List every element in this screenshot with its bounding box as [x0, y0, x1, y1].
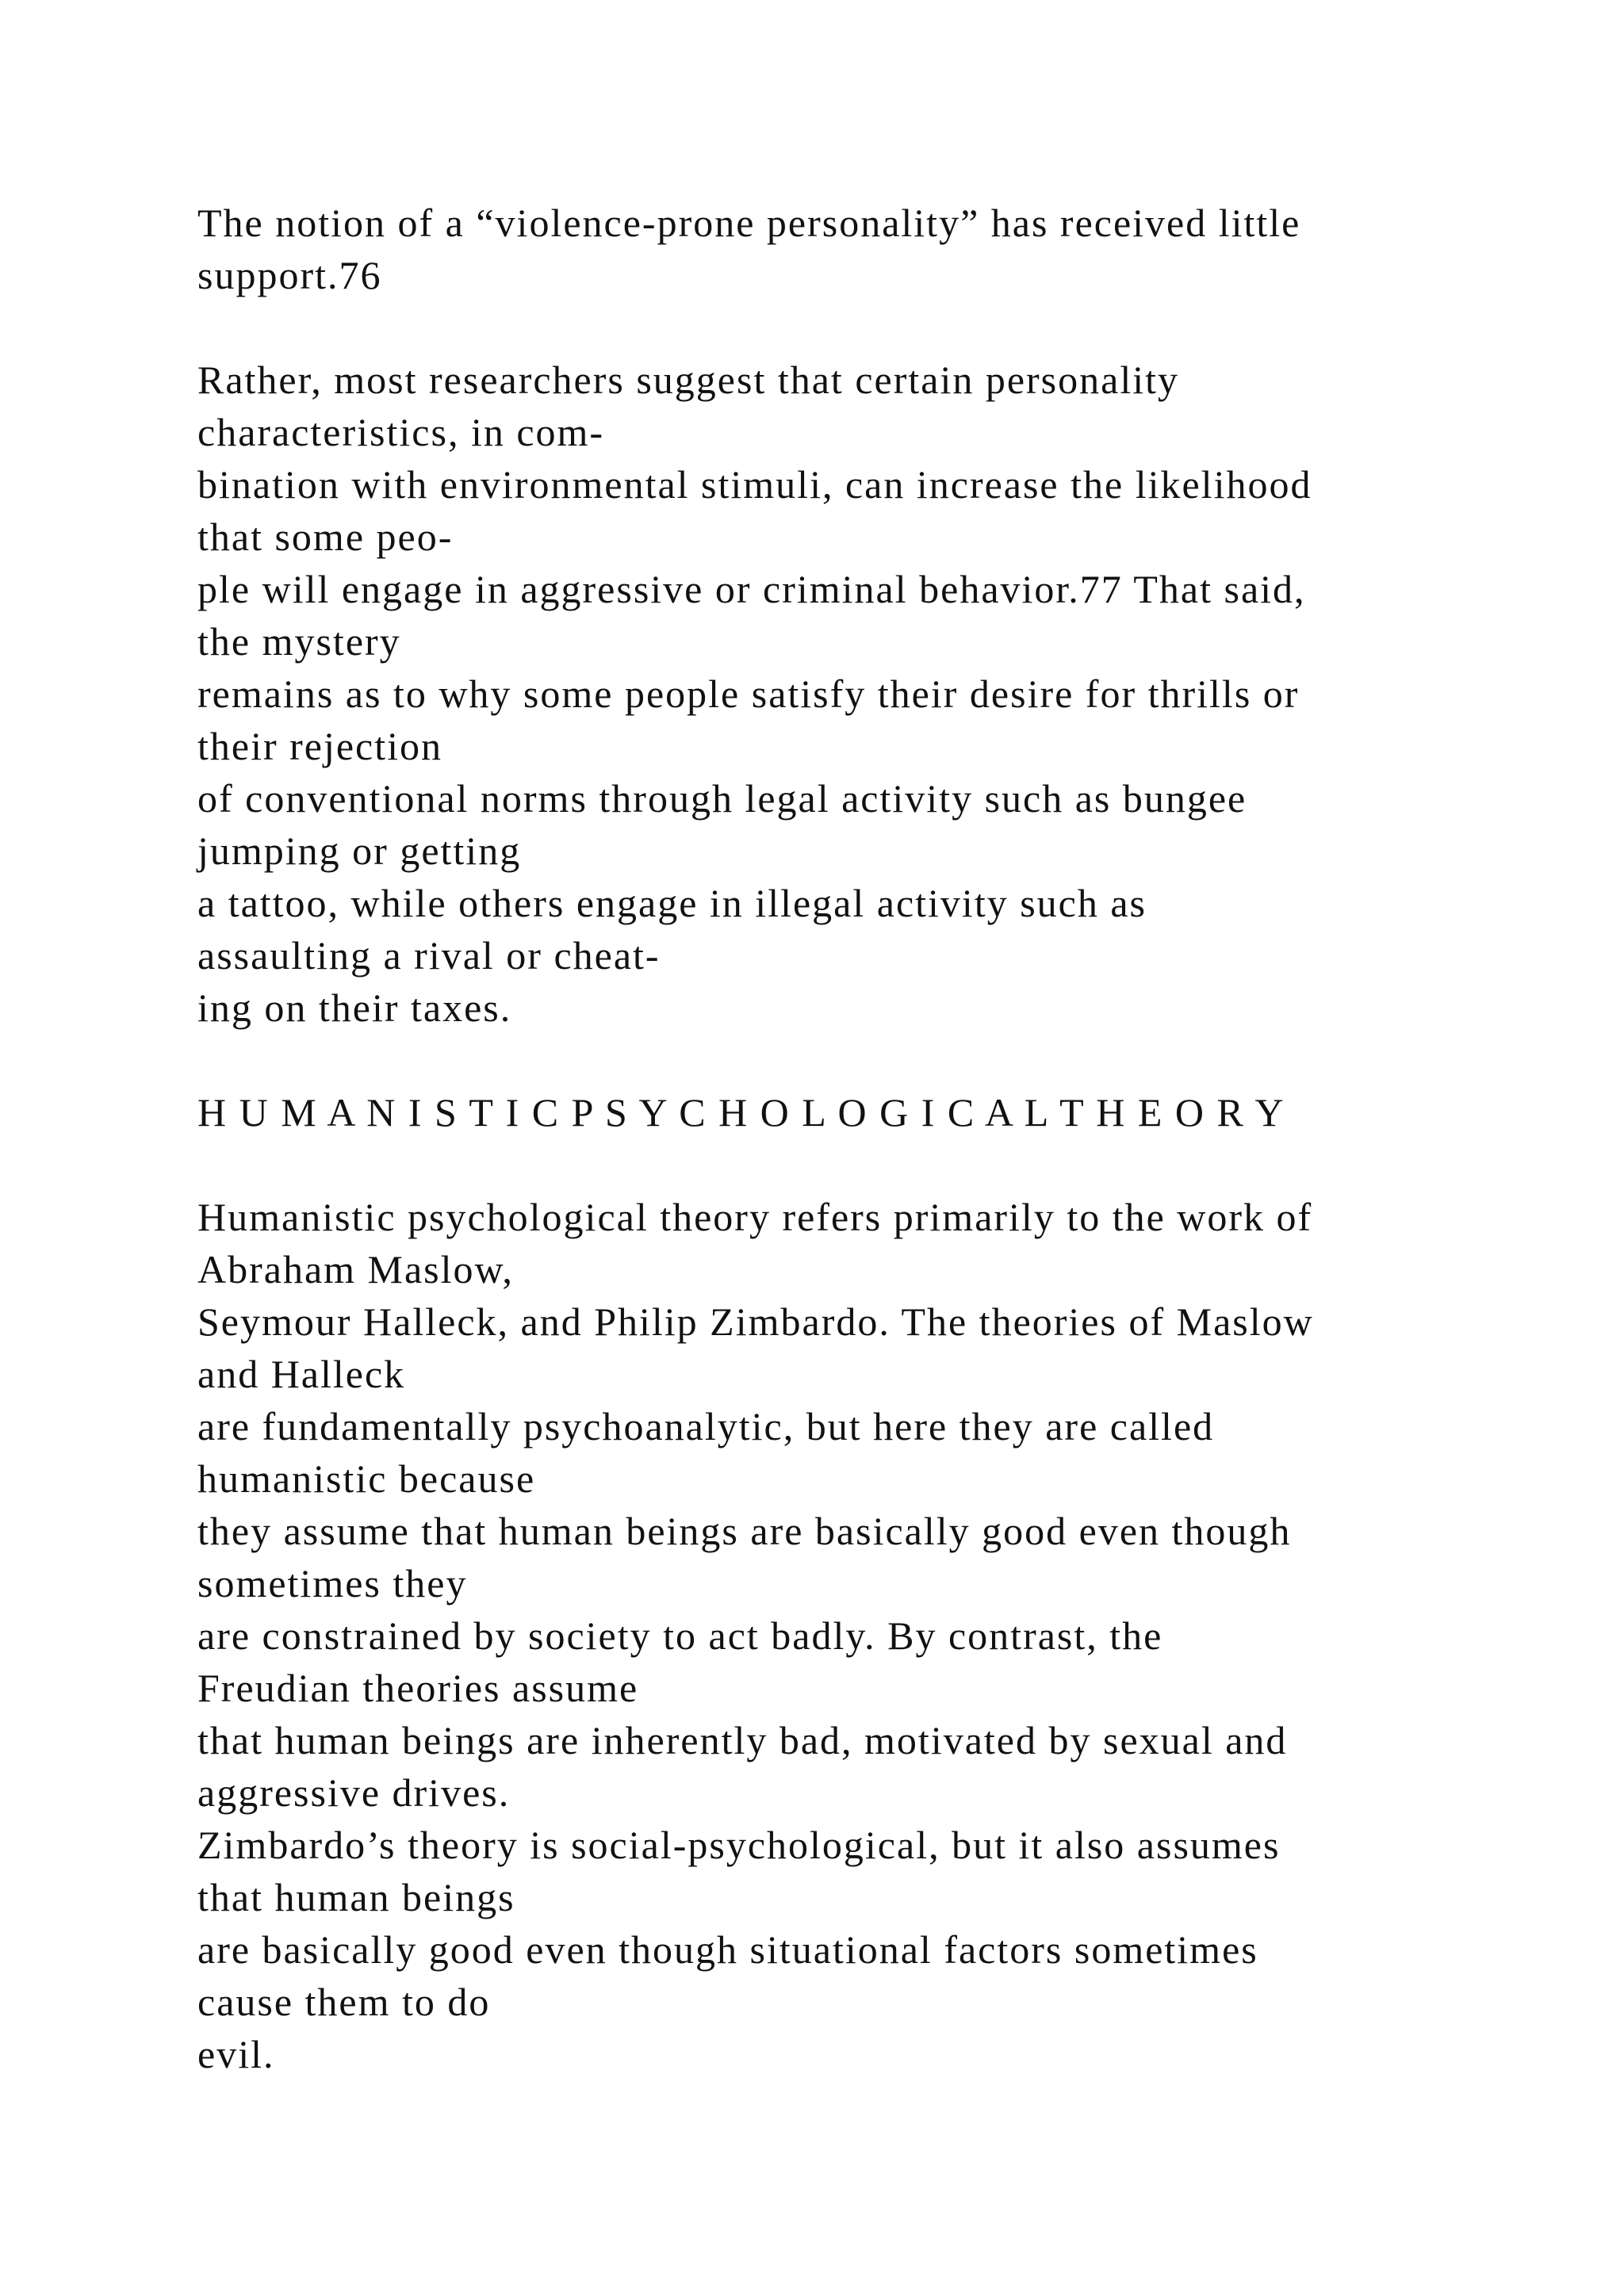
text-line: Abraham Maslow, [197, 1247, 514, 1292]
text-line: that human beings [197, 1875, 515, 1919]
text-line: ple will engage in aggressive or criminal behavior.77 That said, [197, 567, 1306, 611]
text-line: are constrained by society to act badly. By contrast, the [197, 1613, 1163, 1658]
paragraph-humanistic-theory [197, 1191, 1593, 2080]
section-heading [197, 1086, 1593, 1138]
text-line: humanistic because [197, 1456, 536, 1501]
text-line: aggressive drives. [197, 1770, 511, 1815]
text-line: Freudian theories assume [197, 1666, 639, 1710]
text-line: bination with environmental stimuli, can increase the likelihood [197, 462, 1312, 507]
text-line: Zimbardo’s theory is social-psychological, but it also assumes [197, 1823, 1281, 1867]
text-line: jumping or getting [197, 828, 522, 873]
text-line: that human beings are inherently bad, motivated by sexual and [197, 1718, 1288, 1762]
paragraph-violence-prone-personality [197, 197, 1593, 301]
text-line: evil. [197, 2032, 275, 2076]
text-line: sometimes they [197, 1561, 468, 1605]
text-line: of conventional norms through legal activity such as bungee [197, 776, 1247, 821]
text-line: remains as to why some people satisfy their desire for thrills or [197, 672, 1300, 716]
text-line: ing on their taxes. [197, 985, 512, 1030]
paragraph-personality-characteristics [197, 354, 1593, 1034]
text-line: a tattoo, while others engage in illegal activity such as [197, 881, 1147, 925]
text-line: cause them to do [197, 1980, 491, 2024]
text-line: Seymour Halleck, and Philip Zimbardo. The theories of Maslow [197, 1299, 1314, 1344]
text-line: Rather, most researchers suggest that certain personality [197, 358, 1179, 402]
text-line: support.76 [197, 253, 382, 297]
text-line: Humanistic psychological theory refers primarily to the work of [197, 1195, 1313, 1239]
text-line: that some peo- [197, 515, 454, 559]
text-line: assaulting a rival or cheat- [197, 933, 661, 978]
text-line: their rejection [197, 724, 443, 768]
text-line: and Halleck [197, 1352, 406, 1396]
section-heading-text: H U M A N I S T I C P S Y C H O L O G I C A L T H E O R Y [197, 1090, 1285, 1135]
text-line: are fundamentally psychoanalytic, but here they are called [197, 1404, 1215, 1448]
text-line: the mystery [197, 619, 401, 664]
text-line: characteristics, in com- [197, 410, 605, 454]
text-line: The notion of a “violence-prone personality” has received little [197, 201, 1301, 245]
text-line: they assume that human beings are basically good even though [197, 1509, 1292, 1553]
text-line: are basically good even though situational factors sometimes [197, 1927, 1258, 1972]
